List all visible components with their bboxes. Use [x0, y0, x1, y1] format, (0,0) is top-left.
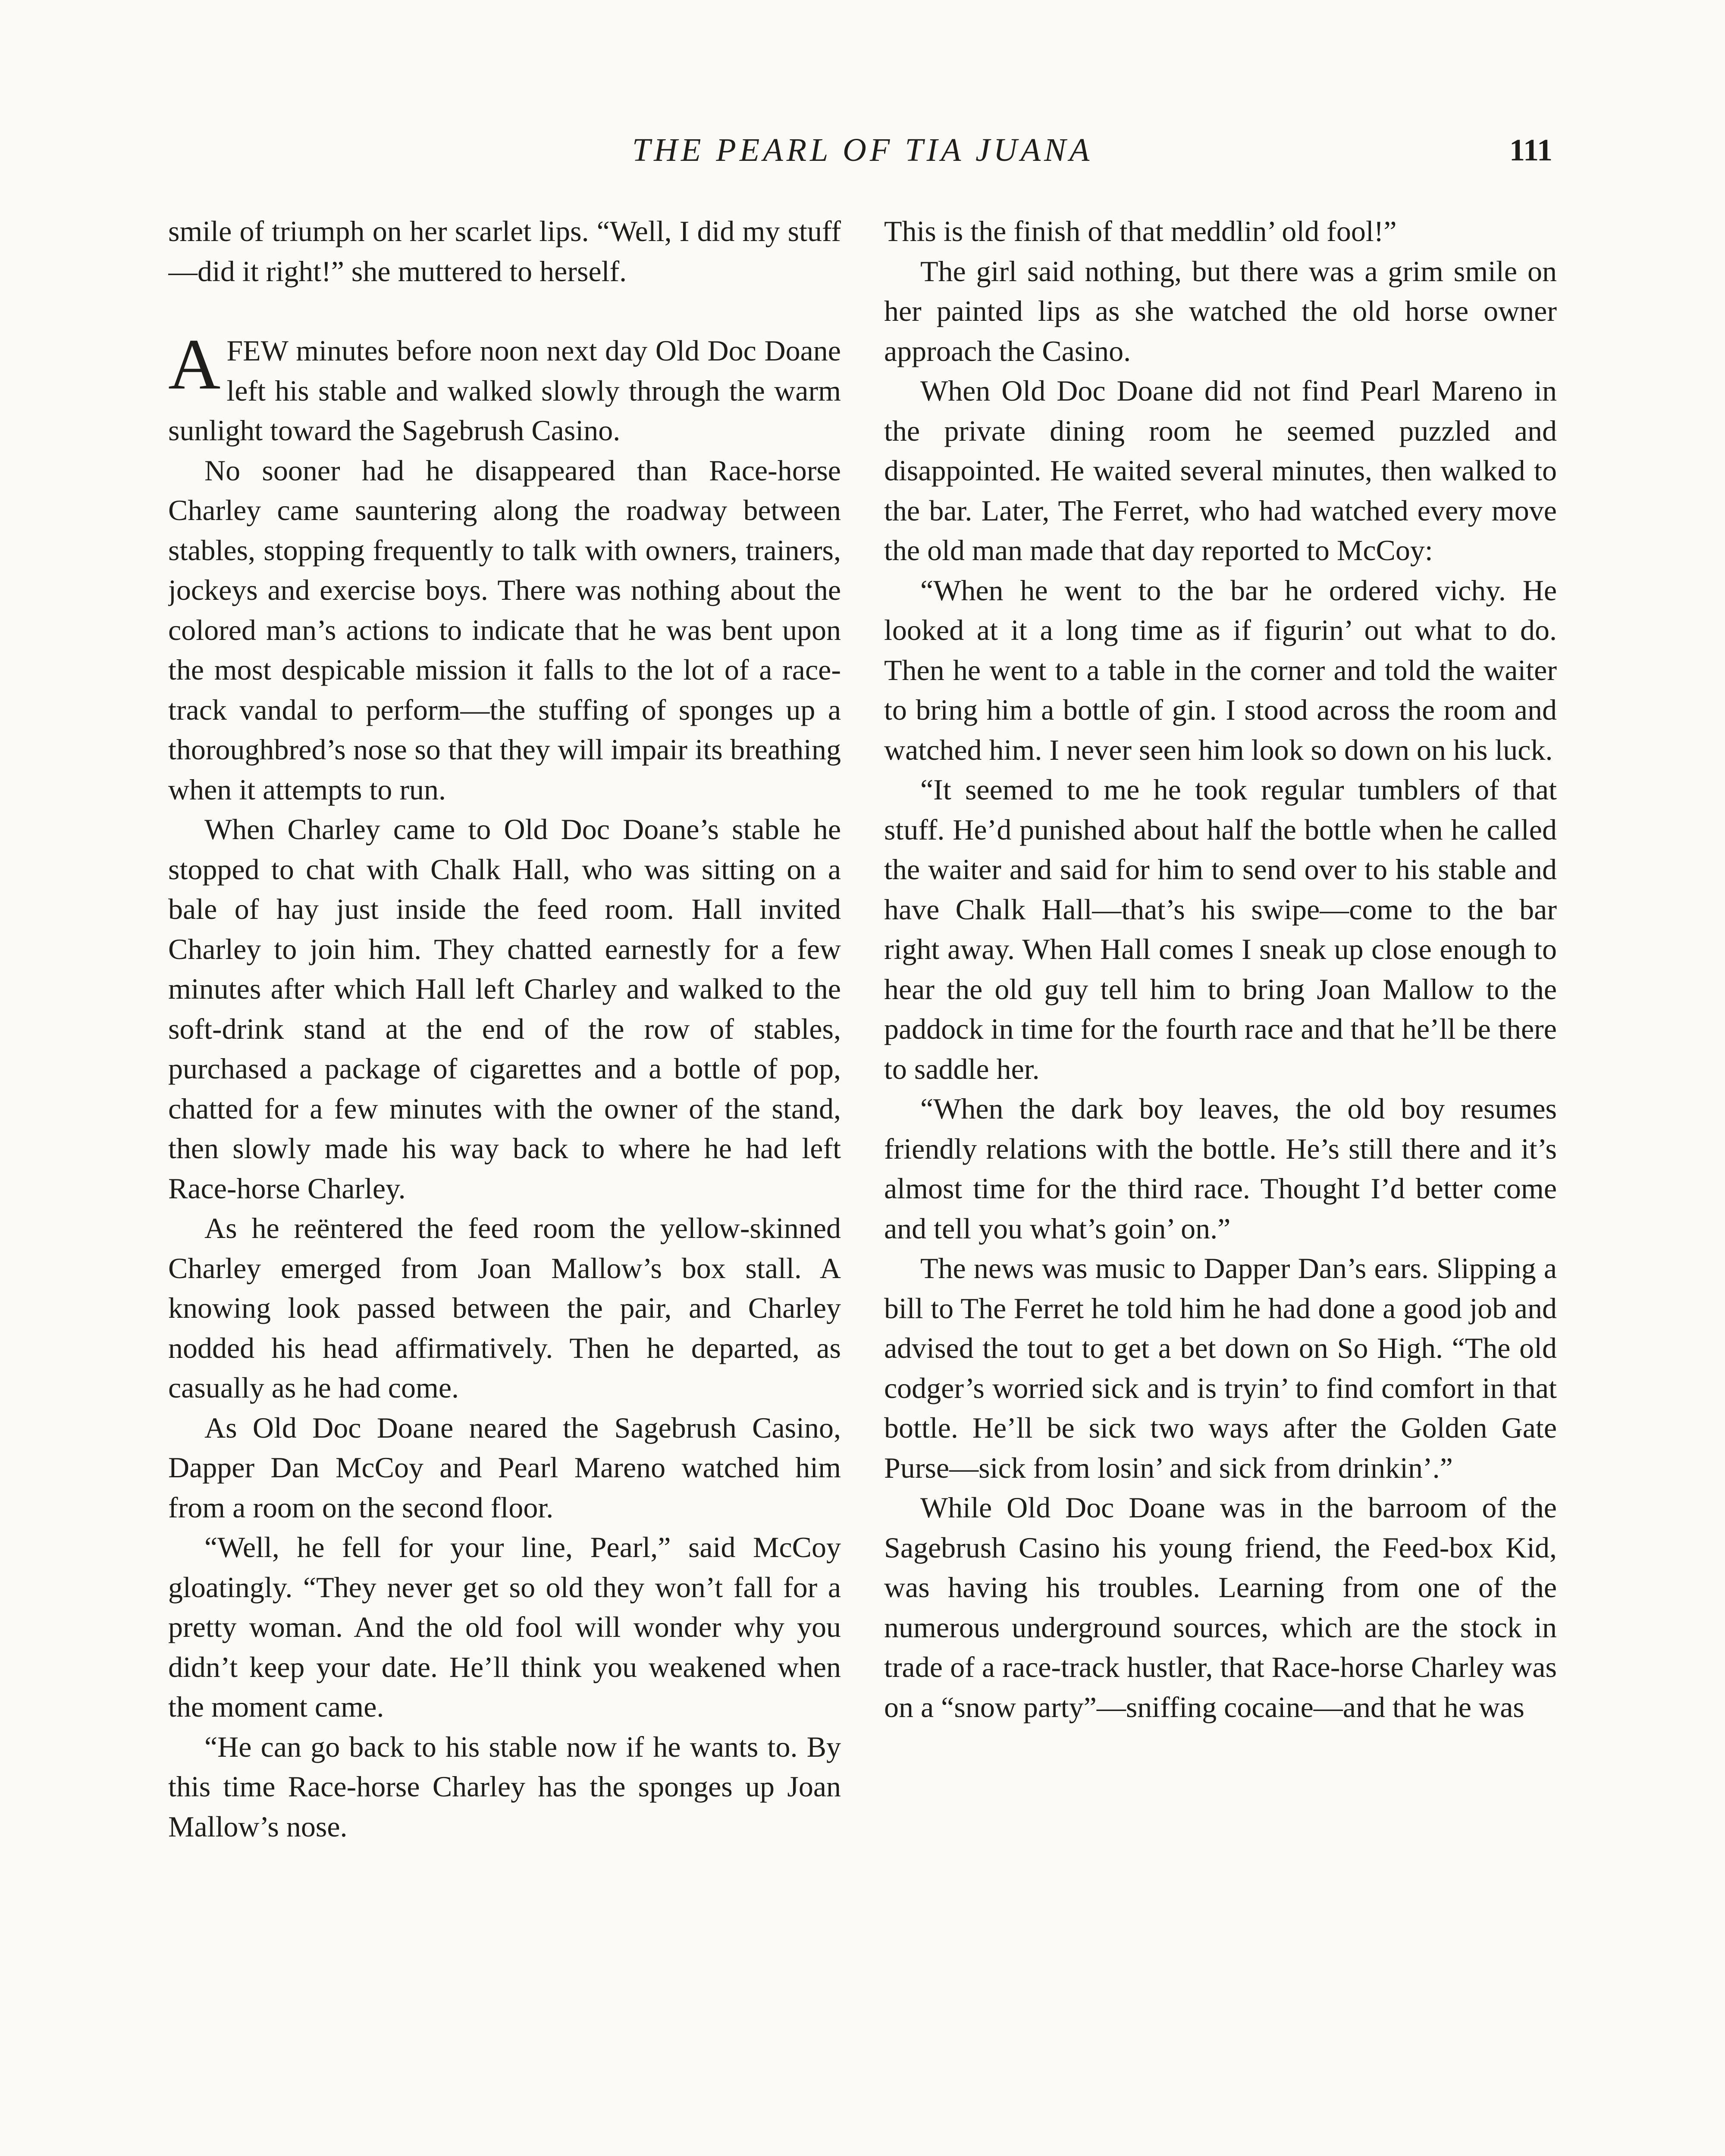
- paragraph: As he reëntered the feed room the yellow-skinned Charley emerged from Joan Mallow’s box stall. A knowing look passed between the pair, and Charley nodded his head affirmatively. Then he departed, as casually as he had come.: [168, 1212, 841, 1404]
- page-number: 111: [1509, 133, 1552, 167]
- paragraph: “When the dark boy leaves, the old boy resumes friendly relations with the bottle. He’s still there and it’s almost time for the third race. Thought I’d better come and tell you what’s goin’ on.”: [884, 1092, 1557, 1245]
- paragraph: “When he went to the bar he ordered vichy. He looked at it a long time as if figurin’ out what to do. Then he went to a table in the corner and told the waiter to bring him a bottle of gin. I stood across the room and watched him. I never seen him look so down on his luck.: [884, 573, 1557, 766]
- right-column: [884, 211, 1557, 2156]
- paragraph: As Old Doc Doane neared the Sagebrush Casino, Dapper Dan McCoy and Pearl Mareno watched him from a room on the second floor.: [168, 1411, 841, 1524]
- paragraph: When Old Doc Doane did not find Pearl Mareno in the private dining room he seemed puzzled and disappointed. He waited several minutes, then walked to the bar. Later, The Ferret, who had watched every move the old man made that day reported to McCoy:: [884, 374, 1557, 567]
- paragraph: “It seemed to me he took regular tumblers of that stuff. He’d punished about half the bottle when he called the waiter and said for him to send over to his stable and have Chalk Hall—that’s his swipe—come to the bar right away. When Hall comes I sneak up close enough to hear the old guy tell him to bring Joan Mallow to the paddock in time for the fourth race and that he’ll be there to saddle her.: [884, 773, 1557, 1085]
- paragraph: “He can go back to his stable now if he wants to. By this time Race-horse Charley has the sponges up Joan Mallow’s nose.: [168, 1730, 841, 1843]
- paragraph: This is the finish of that meddlin’ old fool!”: [884, 215, 1397, 248]
- paragraph: No sooner had he disappeared than Race-horse Charley came sauntering along the roadway between stables, stopping frequently to talk with owners, trainers, jockeys and exercise boys. There was nothing about the colored man’s actions to indicate that he was bent upon the most despicable mission it falls to the lot of a race-track vandal to perform—the stuffing of sponges up a thoroughbred’s nose so that they will impair its breathing when it attempts to run.: [168, 454, 841, 806]
- paragraph: When Charley came to Old Doc Doane’s stable he stopped to chat with Chalk Hall, who was sitting on a bale of hay just inside the feed room. Hall invited Charley to join him. They chatted earnestly for a few minutes after which Hall left Charley and walked to the soft-drink stand at the end of the row of stables, purchased a package of cigarettes and a bottle of pop, chatted for a few minutes with the owner of the stand, then slowly made his way back to where he had left Race-horse Charley.: [168, 813, 841, 1205]
- running-title: THE PEARL OF TIA JUANA: [632, 132, 1093, 168]
- drop-cap: A: [168, 324, 221, 404]
- paragraph: While Old Doc Doane was in the barroom of the Sagebrush Casino his young friend, the Feed-box Kid, was having his troubles. Learning from one of the numerous underground sources, which are the stock in trade of a race-track hustler, that Race-horse Charley was on a “snow party”—sniffing cocaine—and that he was: [884, 1491, 1557, 1724]
- paragraph: smile of triumph on her scarlet lips. “Well, I did my stuff—did it right!” she muttered to herself.: [168, 215, 841, 288]
- paragraph-text: FEW minutes before noon next day Old Doc Doane left his stable and walked slowly through the warm sunlight toward the Sagebrush Casino.: [168, 334, 841, 447]
- paragraph: The news was music to Dapper Dan’s ears. Slipping a bill to The Ferret he told him he had done a good job and advised the tout to get a bet down on So High. “The old codger’s worried sick and is tryin’ to find comfort in that bottle. He’ll be sick two ways after the Golden Gate Purse—sick from losin’ and sick from drinkin’.”: [884, 1252, 1557, 1484]
- section-opening-paragraph: [168, 324, 841, 451]
- left-column: [168, 211, 841, 2156]
- paragraph: “Well, he fell for your line, Pearl,” said McCoy gloatingly. “They never get so old they won’t fall for a pretty woman. And the old fool will wonder why you didn’t keep your date. He’ll think you weakened when the moment came.: [168, 1531, 841, 1723]
- paragraph: The girl said nothing, but there was a grim smile on her painted lips as she watched the old horse owner approach the Casino.: [884, 254, 1557, 367]
